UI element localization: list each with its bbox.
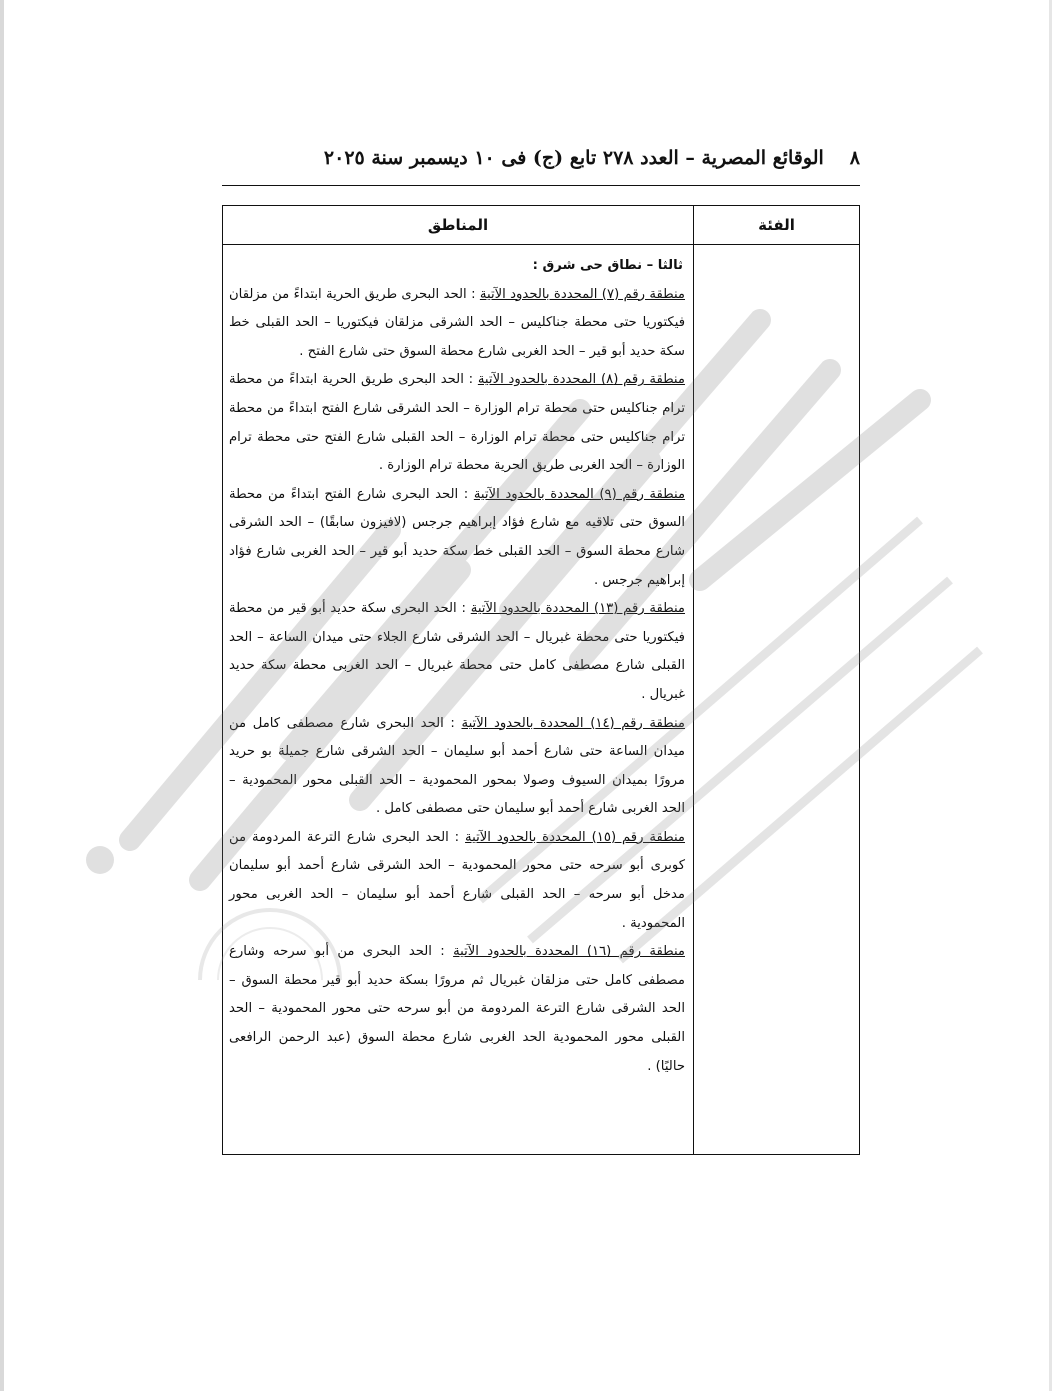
zone-entry xyxy=(229,710,685,824)
page-number: ٨ xyxy=(849,147,860,169)
areas-cell xyxy=(223,246,693,1154)
zone-description: : الحد البحرى طريق الحرية ابتداءً من محطة ترام جناكليس حتى محطة ترام الوزارة – الحد الشرقى شارع الفتح ابتداءً من محطة ترام جناكليس حتى محطة ترام الوزارة – الحد القبلى شارع الفتح حتى محطة ترام الوزارة – الحد الغربى طريق الحرية محطة ترام الوزارة . xyxy=(229,372,685,474)
zone-entry xyxy=(229,481,685,595)
zone-heading: منطقة رقم (٨) المحددة بالحدود الآتية xyxy=(477,372,685,388)
zone-description: : الحد البحرى شارع مصطفى كامل من ميدان الساعة حتى شارع أحمد أبو سليمان – الحد الشرقى شارع جميلة بو حريد مرورًا بميدان السيوف وصولا بمحور المحمودية – الحد القبلى محور المحمودية – الحد الغربى شارع أحمد أبو سليمان حتى مصطفى كامل . xyxy=(229,715,685,817)
zone-heading: منطقة رقم (١٥) المحددة بالحدود الآتية xyxy=(465,829,685,845)
zone-heading: منطقة رقم (٧) المحددة بالحدود الآتية xyxy=(479,286,685,302)
column-divider xyxy=(693,206,694,1154)
zone-heading: منطقة رقم (١٣) المحددة بالحدود الآتية xyxy=(470,601,685,617)
zone-entry xyxy=(229,366,685,480)
zone-entry xyxy=(229,595,685,709)
table-header-rule xyxy=(223,244,859,245)
zone-description: : الحد البحرى شارع الترعة المردومة من كوبرى أبو سرحه حتى محور المحمودية – الحد الشرقى شارع أحمد أبو سليمان مدخل أبو سرحه – الحد القبلى شارع أحمد أبو سليمان – الحد الغربى محور المحمودية . xyxy=(229,829,685,931)
zone-description: : الحد البحرى من أبو سرحه وشارع مصطفى كامل حتى مزلقان غبريال ثم مرورًا بسكة حديد أبو قير محطة السوق – الحد الشرقى شارع الترعة المردومة من أبو سرحه حتى محور المحمودية – الحد القبلى محور المحمودية الحد الغربى شارع محطة السوق (عبد الرحمن الرافعى حاليًا) . xyxy=(229,944,685,1074)
section-title: ثالثا – نطاق حى شرق : xyxy=(532,258,683,273)
zone-heading: منطقة رقم (٩) المحددة بالحدود الآتية xyxy=(473,486,686,502)
gazette-title: الوقائع المصرية – العدد ٢٧٨ تابع (ج) فى ١٠ ديسمبر سنة ٢٠٢٥ xyxy=(323,147,824,169)
page-header xyxy=(222,143,860,173)
zone-description: : الحد البحرى سكة حديد أبو قير من محطة فيكتوريا حتى محطة غبريال – الحد الشرقى شارع الجلاء حتى ميدان الساعة – الحد القبلى شارع مصطفى كامل حتى محطة غبريال – الحد الغربى محطة سكة حديد غبريال . xyxy=(229,601,685,702)
zone-heading: منطقة رقم (١٤) المحددة بالحدود الآتية xyxy=(461,715,685,731)
zone-entry xyxy=(229,938,685,1081)
zone-entry xyxy=(229,824,685,938)
zone-description: : الحد البحرى طريق الحرية ابتداءً من مزلقان فيكتوريا حتى محطة جناكليس – الحد الشرقى مزلقان فيكتوريا – الحد القبلى خط سكة حديد أبو قير – الحد الغربى شارع محطة السوق حتى شارع الفتح . xyxy=(229,286,685,359)
zone-heading: منطقة رقم (١٦) المحددة بالحدود الآتية xyxy=(453,944,685,960)
category-column-header: الفئة xyxy=(758,216,795,234)
zones-table xyxy=(222,205,860,1155)
areas-column-header: المناطق xyxy=(427,216,489,234)
zone-description: : الحد البحرى شارع الفتح ابتداءً من محطة السوق حتى تلاقيه مع شارع فؤاد إبراهيم جرجس (لافيزون سابقًا) – الحد الشرقى شارع محطة السوق – الحد القبلى خط سكة حديد أبو قير – الحد الغربى شارع فؤاد إبراهيم جرجس . xyxy=(229,486,685,588)
header-rule xyxy=(222,185,860,186)
page-left-edge xyxy=(0,0,4,1391)
zone-entry xyxy=(229,281,685,367)
